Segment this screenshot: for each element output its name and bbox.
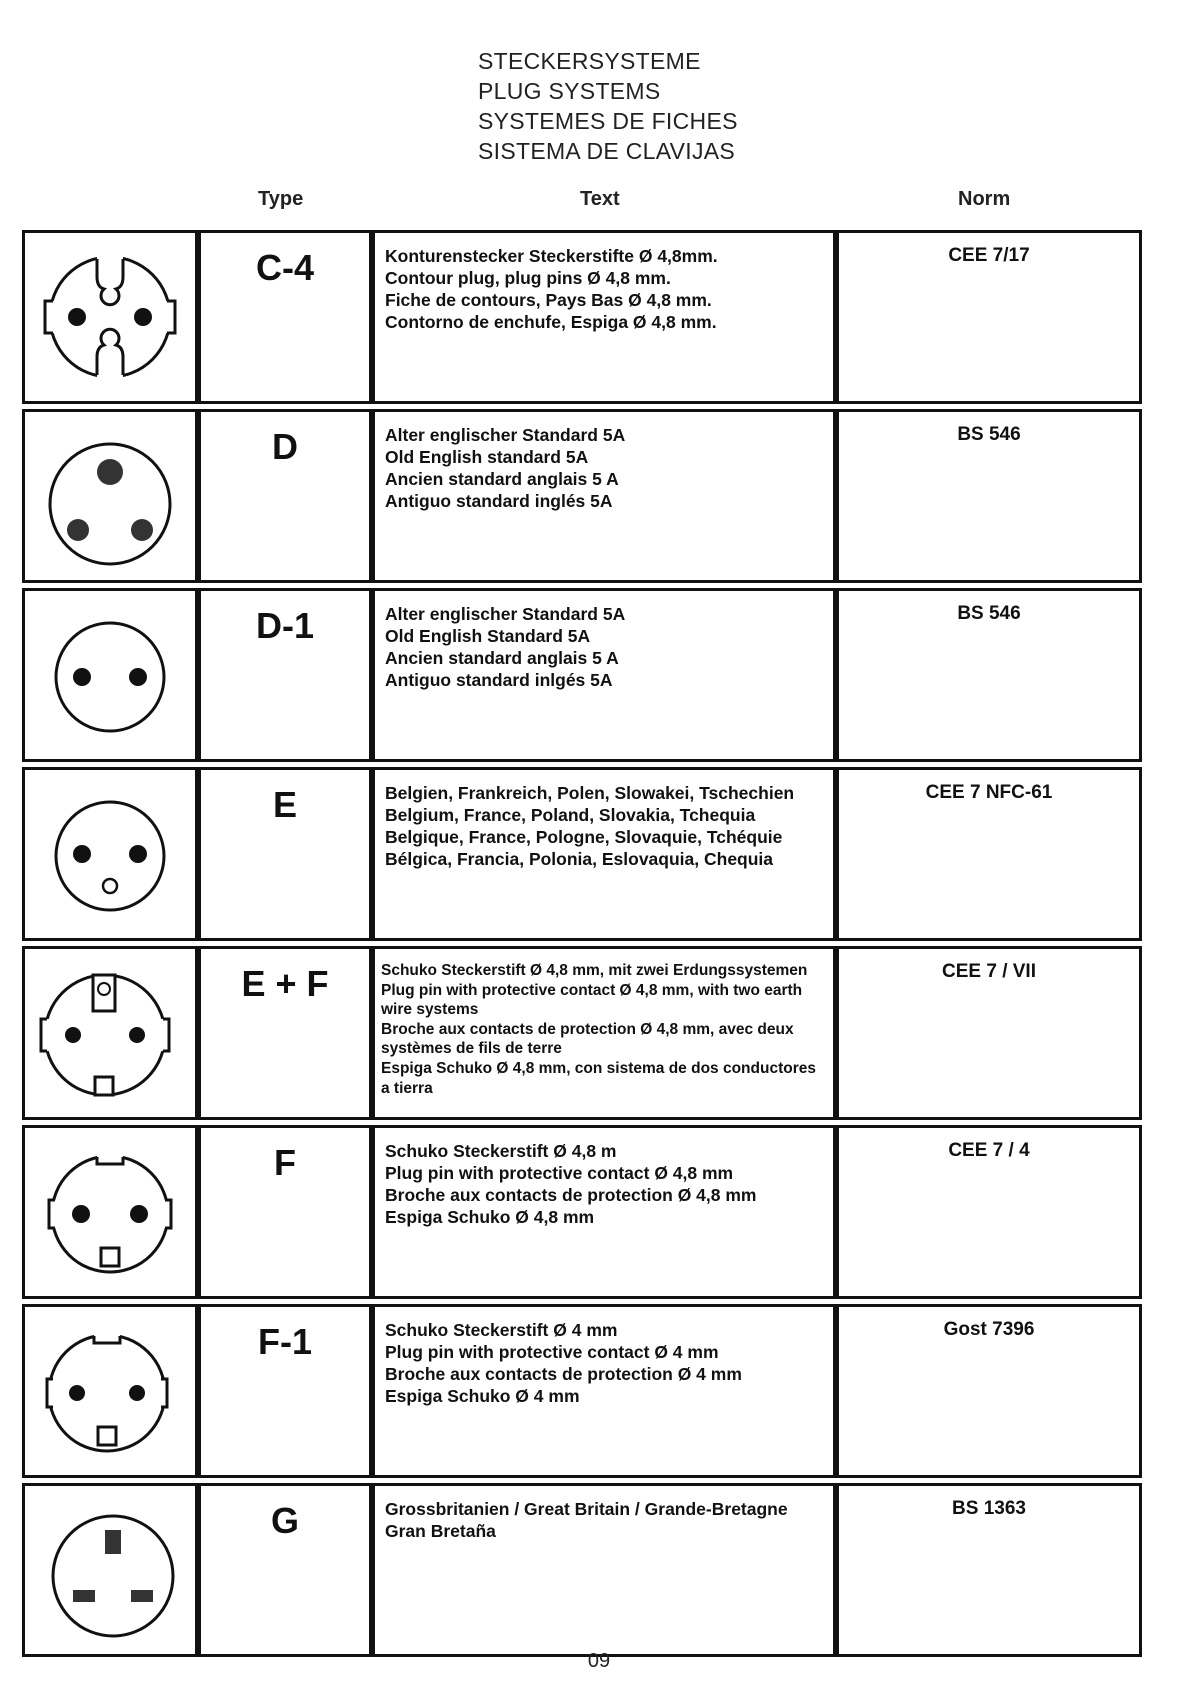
column-header-type: Type [258,188,304,210]
description-line: Gran Bretaña [385,1521,496,1541]
description-line: Schuko Steckerstift Ø 4 mm [385,1320,618,1340]
description [385,245,827,333]
text-cell [372,588,836,762]
text-cell [372,946,836,1120]
table-row [22,409,1144,583]
norm-value: CEE 7 NFC-61 [925,782,1053,803]
title-line-es: SISTEMA DE CLAVIJAS [478,138,736,164]
plug-image-cell [22,946,198,1120]
type-cell [198,1483,372,1657]
plug-type-label: E + F [241,963,329,1004]
column-header-text: Text [580,188,620,210]
norm-cell [836,1483,1142,1657]
page-title [478,46,738,166]
description-line: Espiga Schuko Ø 4 mm [385,1386,580,1406]
description-line: Belgien, Frankreich, Polen, Slowakei, Tschechien [385,783,795,803]
plug-type-label: G [270,1500,299,1541]
table-row [22,767,1144,941]
description-line: Grossbritanien / Great Britain / Grande-Bretagne [385,1499,788,1519]
plug-type-label: F [274,1142,296,1183]
type-cell [198,767,372,941]
plug-image-cell [22,230,198,404]
table-row [22,1304,1144,1478]
title-line-fr: SYSTEMES DE FICHES [478,108,738,134]
description-line: Alter englischer Standard 5A [385,425,626,445]
page-number: 09 [587,1650,611,1672]
text-cell [372,409,836,583]
type-cell [198,588,372,762]
plug-e-icon [25,770,195,938]
description-line: Ancien standard anglais 5 A [385,469,619,489]
description [385,1140,827,1228]
norm-cell [836,409,1142,583]
plug-image-cell [22,588,198,762]
description-line: Contour plug, plug pins Ø 4,8 mm. [385,268,671,288]
norm-cell [836,946,1142,1120]
description-line: Ancien standard anglais 5 A [385,648,619,668]
norm-cell [836,1125,1142,1299]
table-row [22,230,1144,404]
plug-image-cell [22,1304,198,1478]
text-cell [372,1304,836,1478]
plug-f-icon [25,1128,195,1296]
description-line: Antiguo standard inglés 5A [385,491,613,511]
norm-value: CEE 7 / VII [942,961,1036,982]
description [385,603,827,691]
title-line-de: STECKERSYSTEME [478,48,701,74]
description [381,961,827,1098]
description-line: Old English standard 5A [385,447,589,467]
description-line: Alter englischer Standard 5A [385,604,626,624]
type-cell [198,946,372,1120]
description [385,1498,827,1542]
text-cell [372,1483,836,1657]
norm-value: CEE 7/17 [948,245,1030,266]
plug-image-cell [22,409,198,583]
description-line: Plug pin with protective contact Ø 4,8 mm, with two earth wire systems [381,981,803,1019]
norm-value: BS 546 [957,603,1021,624]
plug-image-cell [22,1125,198,1299]
description-line: Konturenstecker Steckerstifte Ø 4,8mm. [385,246,718,266]
norm-value: BS 546 [957,424,1021,445]
norm-cell [836,1304,1142,1478]
description-line: Old English Standard 5A [385,626,591,646]
plug-type-label: D-1 [255,605,314,646]
description [385,782,827,870]
plug-d1-icon [25,591,195,759]
plug-type-label: E [272,784,297,825]
description-line: Bélgica, Francia, Polonia, Eslovaquia, Chequia [385,849,774,869]
plug-d-icon [25,412,195,580]
description-line: Broche aux contacts de protection Ø 4,8 mm [385,1185,757,1205]
description-line: Broche aux contacts de protection Ø 4 mm [385,1364,742,1384]
plug-c4-icon [25,233,195,401]
description-line: Espiga Schuko Ø 4,8 mm [385,1207,595,1227]
plug-ef-icon [25,949,195,1117]
description-line: Schuko Steckerstift Ø 4,8 m [385,1141,617,1161]
description-line: Broche aux contacts de protection Ø 4,8 mm, avec deux systèmes de fils de terre [381,1020,794,1058]
column-header-norm: Norm [958,188,1011,210]
plug-type-label: C-4 [255,247,314,288]
table-row [22,588,1144,762]
description-line: Antiguo standard inlgés 5A [385,670,613,690]
table-row [22,1125,1144,1299]
description-line: Schuko Steckerstift Ø 4,8 mm, mit zwei Erdungssystemen [381,962,808,979]
norm-cell [836,588,1142,762]
description [385,424,827,512]
type-cell [198,230,372,404]
norm-value: Gost 7396 [943,1319,1035,1340]
description-line: Fiche de contours, Pays Bas Ø 4,8 mm. [385,290,712,310]
text-cell [372,767,836,941]
description [385,1319,827,1407]
norm-cell [836,767,1142,941]
type-cell [198,1304,372,1478]
title-line-en: PLUG SYSTEMS [478,78,661,104]
description-line: Contorno de enchufe, Espiga Ø 4,8 mm. [385,312,717,332]
table-row [22,946,1144,1120]
plug-image-cell [22,1483,198,1657]
description-line: Espiga Schuko Ø 4,8 mm, con sistema de dos conductores a tierra [381,1059,816,1097]
description-line: Plug pin with protective contact Ø 4,8 mm [385,1163,734,1183]
type-cell [198,1125,372,1299]
text-cell [372,230,836,404]
description-line: Plug pin with protective contact Ø 4 mm [385,1342,719,1362]
norm-value: CEE 7 / 4 [948,1140,1030,1161]
plug-type-label: F-1 [258,1321,312,1362]
text-cell [372,1125,836,1299]
plug-type-label: D [272,426,298,467]
plug-f1-icon [25,1307,195,1475]
description-line: Belgique, France, Pologne, Slovaquie, Tchéquie [385,827,783,847]
type-cell [198,409,372,583]
plug-g-icon [25,1486,195,1654]
description-line: Belgium, France, Poland, Slovakia, Tchequia [385,805,756,825]
norm-value: BS 1363 [952,1498,1026,1519]
norm-cell [836,230,1142,404]
plug-image-cell [22,767,198,941]
table-row [22,1483,1144,1657]
